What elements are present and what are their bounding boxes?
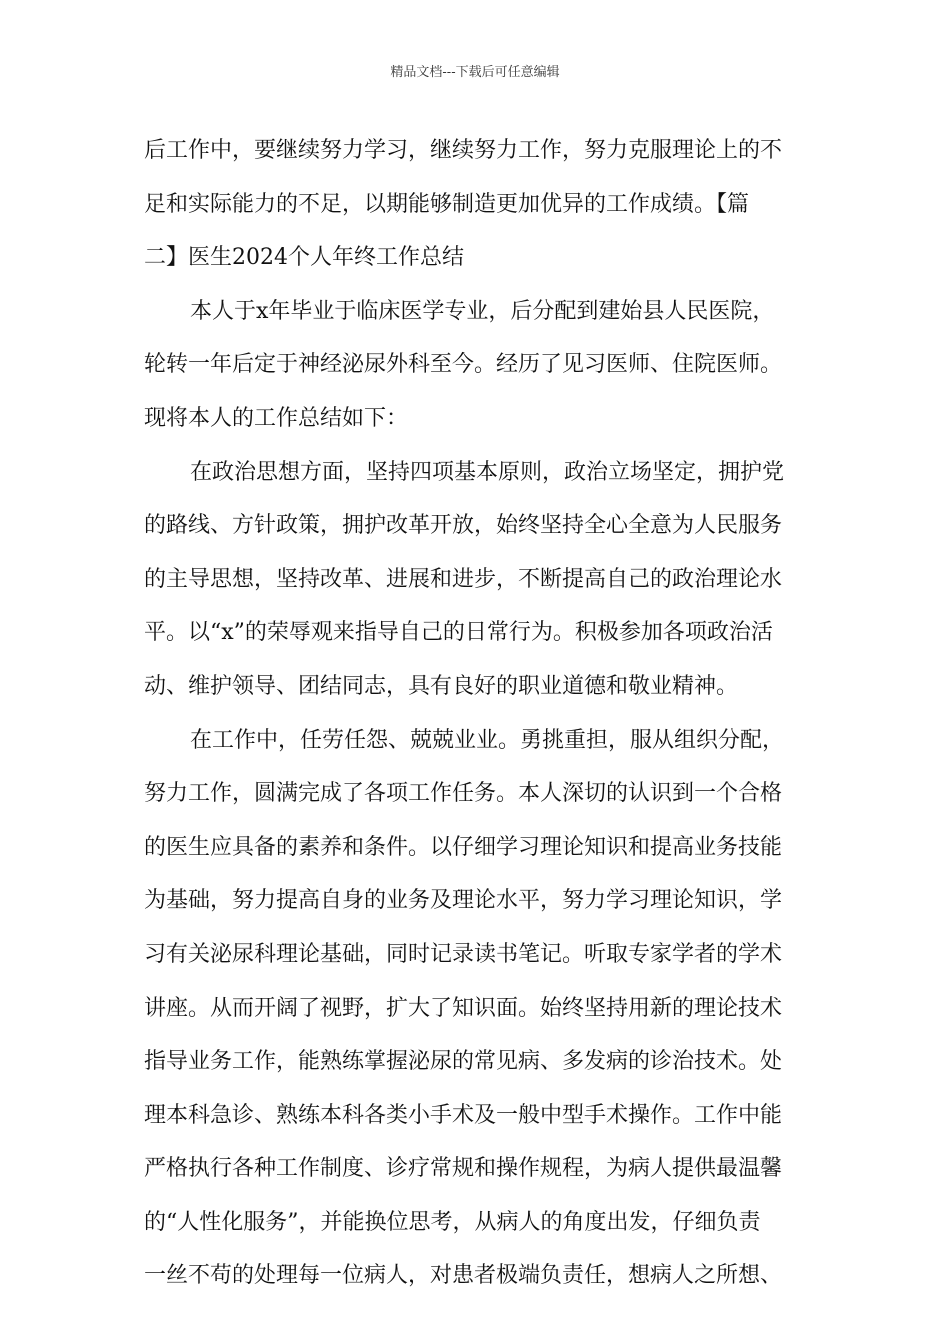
text-line: 现将本人的工作总结如下：	[144, 405, 409, 431]
text-line: 平。以“x”的荣辱观来指导自己的日常行为。积极参加各项政治活	[144, 620, 773, 646]
text-line: 二】医生2024个人年终工作总结	[144, 245, 464, 271]
text-line: 在政治思想方面，坚持四项基本原则，政治立场坚定，拥护党	[190, 459, 785, 485]
text-line: 的路线、方针政策，拥护改革开放，始终坚持全心全意为人民服务	[144, 513, 783, 539]
text-line: 的医生应具备的素养和条件。以仔细学习理论知识和提高业务技能	[144, 834, 783, 860]
document-body	[144, 124, 814, 1303]
text-line: 讲座。从而开阔了视野，扩大了知识面。始终坚持用新的理论技术	[144, 995, 783, 1021]
text-line: 指导业务工作，能熟练掌握泌尿的常见病、多发病的诊治技术。处	[144, 1049, 783, 1075]
page-header: 精品文档---下载后可任意编辑	[390, 65, 560, 80]
text-line: 习有关泌尿科理论基础，同时记录读书笔记。听取专家学者的学术	[144, 941, 783, 967]
text-line: 后工作中，要继续努力学习，继续努力工作，努力克服理论上的不	[144, 138, 783, 163]
text-line: 足和实际能力的不足，以期能够制造更加优异的工作成绩。【篇	[144, 191, 750, 217]
text-line: 一丝不苟的处理每一位病人，对患者极端负责任，想病人之所想、	[144, 1263, 783, 1289]
text-line: 本人于x年毕业于临床医学专业，后分配到建始县人民医院，	[190, 298, 775, 324]
text-line: 努力工作，圆满完成了各项工作任务。本人深切的认识到一个合格	[144, 781, 783, 807]
text-line: 理本科急诊、熟练本科各类小手术及一般中型手术操作。工作中能	[144, 1102, 783, 1128]
text-line: 严格执行各种工作制度、诊疗常规和操作规程，为病人提供最温馨	[144, 1156, 783, 1182]
text-line: 在工作中，任劳任怨、兢兢业业。勇挑重担，服从组织分配，	[190, 727, 785, 753]
text-line: 轮转一年后定于神经泌尿外科至今。经历了见习医师、住院医师。	[144, 352, 783, 378]
text-line: 的“人性化服务”，并能换位思考，从病人的角度出发，仔细负责	[144, 1209, 761, 1235]
text-line: 的主导思想，坚持改革、进展和进步，不断提高自己的政治理论水	[144, 566, 783, 592]
text-line: 为基础，努力提高自身的业务及理论水平，努力学习理论知识，学	[144, 888, 783, 914]
text-line: 动、维护领导、团结同志，具有良好的职业道德和敬业精神。	[144, 673, 739, 699]
